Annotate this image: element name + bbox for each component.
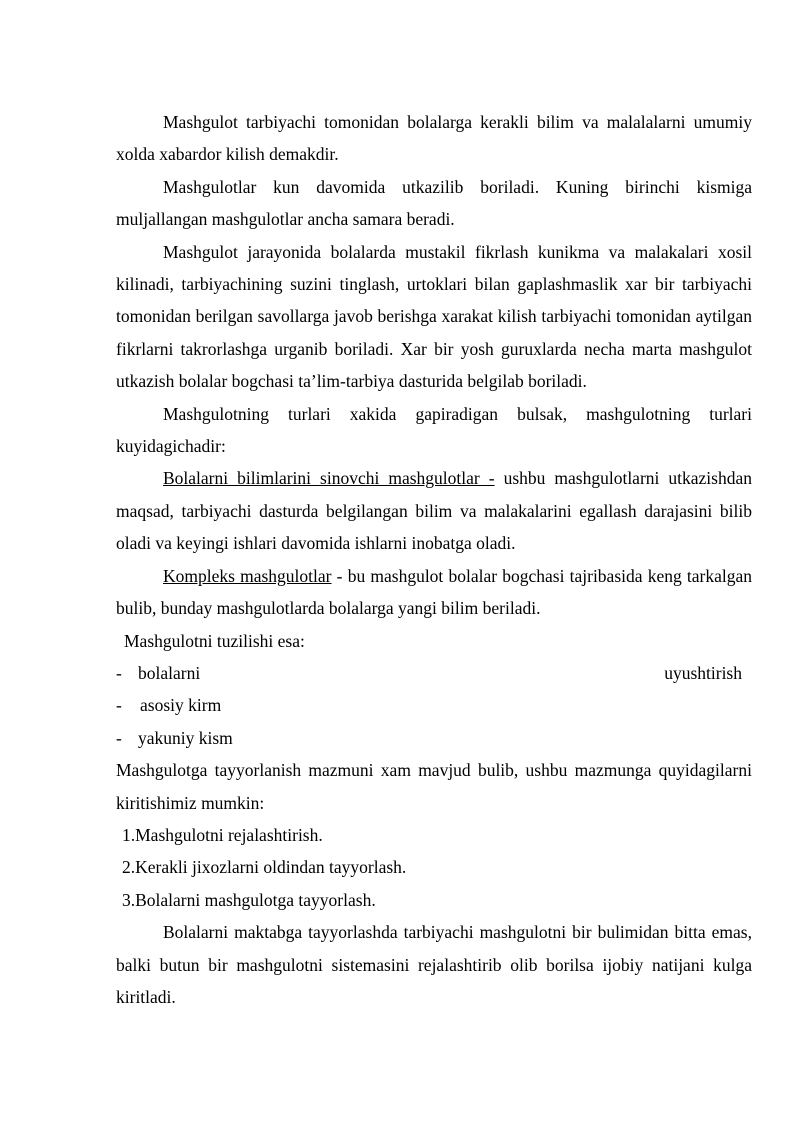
structure-item: [116, 689, 752, 721]
dash-marker: -: [116, 662, 122, 683]
paragraph-timing: Mashgulotlar kun davomida utkazilib boriladi. Kuning birinchi kismiga muljallangan mashgulotlar ancha samara beradi.: [116, 176, 752, 230]
term-complex-lessons: Kompleks mashgulotlar: [163, 565, 332, 586]
dash-marker: -: [116, 695, 122, 716]
numbered-item: 3.Bolalarni mashgulotga tayyorlash.: [122, 889, 376, 910]
structure-item: [116, 657, 752, 689]
paragraph-complex-lessons: [116, 560, 752, 625]
numbered-item: 1.Mashgulotni rejalashtirish.: [122, 824, 323, 845]
paragraph-process: Mashgulot jarayonida bolalarda mustakil fikrlash kunikma va malakalari xosil kilinadi, tarbiyachining suzini tinglash, urtoklari bilan gaplashmaslik xar bir tarbiyachi tomonidan berilgan savollarga javob berishga xarakat kilish tarbiyachi tomonidan aytilgan fikrlarni takrorlashga urganib boriladi. Xar bir yosh guruxlarda necha marta mashgulot utkazish bolalar bogchasi ta’lim-tarbiya dasturida belgilab boriladi.: [116, 241, 752, 392]
structure-item-left: bolalarni: [138, 662, 201, 683]
testing-lessons-description: ushbu mashgulotlarni utkazishdan maqsad, tarbiyachi dasturda belgilangan bilim va malakalarini egallash darajasini bilib oladi va keyingi ishlari davomida ishlarni inobatga oladi.: [116, 468, 752, 554]
structure-item: [116, 722, 752, 754]
structure-item-right: uyushtirish: [664, 662, 742, 683]
term-testing-lessons: Bolalarni bilimlarini sinovchi mashgulotlar -: [163, 468, 495, 489]
structure-heading: Mashgulotni tuzilishi esa:: [124, 630, 305, 651]
paragraph-definition: Mashgulot tarbiyachi tomonidan bolalarga kerakli bilim va malalalarni umumiy xolda xabardor kilish demakdir.: [116, 112, 752, 165]
paragraph-testing-lessons: [116, 462, 752, 559]
structure-item-text: yakuniy kism: [138, 727, 233, 748]
structure-item-text: asosiy kirm: [140, 695, 222, 716]
dash-marker: -: [116, 727, 122, 748]
paragraph-conclusion: Bolalarni maktabga tayyorlashda tarbiyachi mashgulotni bir bulimidan bitta emas, balki butun bir mashgulotni sistemasini rejalashtirib olib borilsa ijobiy natijani kulga kiritladi.: [116, 922, 752, 1007]
paragraph-preparation: Mashgulotga tayyorlanish mazmuni xam mavjud bulib, ushbu mazmunga quyidagilarni kiritishimiz mumkin:: [116, 760, 752, 813]
document-body: [116, 106, 752, 1013]
paragraph-types-intro: Mashgulotning turlari xakida gapiradigan bulsak, mashgulotning turlari kuyidagichadir:: [116, 403, 752, 457]
complex-lessons-description: - bu mashgulot bolalar bogchasi tajribasida keng tarkalgan bulib, bunday mashgulotlarda bolalarga yangi bilim beriladi.: [116, 565, 753, 619]
numbered-item: 2.Kerakli jixozlarni oldindan tayyorlash.: [122, 857, 407, 878]
